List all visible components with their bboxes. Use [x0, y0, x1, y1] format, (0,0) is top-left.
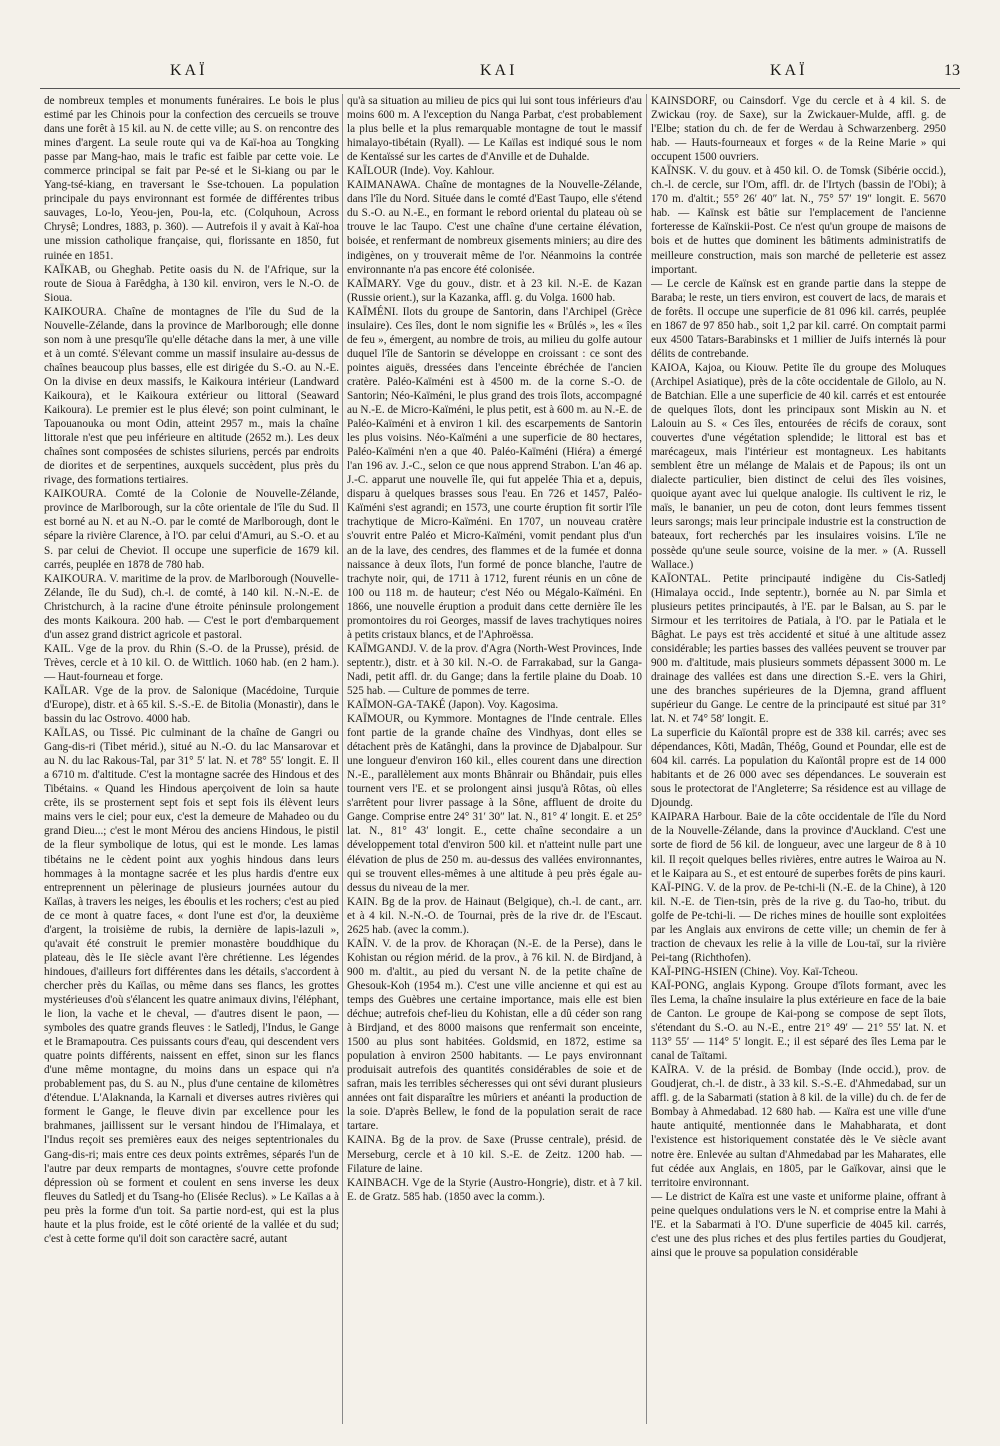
entry-paragraph: KAIMANAWA. Chaîne de montagnes de la Nouvelle-Zélande, dans l'île du Nord. Située dans le comté d'East Taupo, elle s'étend du S.-O. au N.-E., en formant le rebord oriental du plateau où se trouve le lac Taupo. C'est une chaîne d'une certaine élévation, boisée, et renfermant de nombreux gisements miniers; au dire des indigènes, on y trouverait même de l'or. Néanmoins la contrée environnante n'a pas encore été colonisée.: [347, 179, 642, 276]
column-2: [347, 94, 642, 1434]
column-3: [651, 94, 946, 1434]
entry-paragraph: KAÏLAS, ou Tissé. Pic culminant de la chaîne de Gangri ou Gang-dis-ri (Tibet mérid.), situé au N.-O. du lac Mansarovar et au N. du lac Rakous-Tal, par 31° 5′ lat. N. et 78° 55′ longit. E. Il a 6710 m. d'altitude. C'est la montagne sacrée des Hindous et des Tibétains. « Quand les Hindous aperçoivent de loin sa haute crête, ils se prosternent sept fois et sept fois ils élèvent leurs mains vers le ciel; pour eux, c'est la demeure de Mahadeo ou du grand Dieu...; c'est le mont Mérou des anciens Hindous, le pistil de la fleur symbolique de lotus, qui est le monde. Les lamas tibétains ne le cèdent point aux yoghis hindous dans leurs hommages à la montagne sacrée et les plus hardis d'entre eux entreprennent un pèlerinage de plusieurs journées autour du Kaïlas, à travers les neiges, les éboulis et les rochers; c'est au pied de ce mont à quatre faces, « dont l'une est d'or, la deuxième d'argent, la troisième de rubis, la dernière de lapis-lazuli », qu'avait été construit le premier monastère bouddhique du plateau, dès le IIe siècle avant l'ère chrétienne. Les légendes hindoues, d'ailleurs fort différentes dans les détails, s'accordent à chercher près du Kaïlas, ou même dans ses flancs, les grottes mystérieuses d'où s'élancent les quatre animaux divins, l'éléphant, le lion, la vache et le cheval, — d'autres disent le paon, — symboles des quatre grands fleuves : le Satledj, l'Indus, le Gange et le Bramapoutra. Ces puissants cours d'eau, qui descendent vers quatre points différents, naissent en effet, sinon sur les flancs d'une même montagne, du moins dans un espace qui n'a probablement pas, du S. au N., plus d'une centaine de kilomètres d'étendue. L'Alaknanda, la Karnali et diverses autres rivières qui forment le Gange, le fleuve divin par excellence pour les brahmanes, jaillissent sur le versant hindou de l'Himalaya, et l'Indus reçoit ses premières eaux des neiges septentrionales du Gang-dis-ri; mais entre ces deux points extrêmes, séparés l'un de l'autre par deux remparts de montagnes, s'ouvre cette profonde dépression où se forment et coulent en sens inverse les deux fleuves du Satledj et du Tsang-ho (Elisée Reclus). » Le Kaïlas a à peu près la forme d'un toit. Sa partie nord-est, qui est la plus haute et la plus froide, est le côté orienté de la vallée et du sud; c'est à cette forme qu'il doit son caractère sacré, autant: [44, 727, 339, 1245]
column-1: [44, 94, 339, 1434]
entry-paragraph: KAÏLOUR (Inde). Voy. Kahlour.: [347, 165, 495, 178]
entry-paragraph: KAÏ-PING. V. de la prov. de Pe-tchi-li (N.-E. de la Chine), à 120 kil. N.-E. de Tien-tsin, près de la rive g. du Tao-ho, tribut. du golfe de Pe-tchi-li. — De riches mines de houille sont exploitées par les Anglais aux environs de cette ville; un chemin de fer à traction de chevaux les relie à la ville de Lou-taï, sur la rivière Pei-tang (Richthofen).: [651, 881, 946, 964]
entry-paragraph: — Le district de Kaïra est une vaste et uniforme plaine, offrant à peine quelques ondulations vers le N. et comprise entre la Mahi à l'E. et la Sabarmati à l'O. D'une superficie de 4045 kil. carrés, c'est une des plus riches et des plus fertiles parties du Goudjerat, ainsi que le prouve sa population considérable: [651, 1190, 946, 1259]
entry-paragraph: KAIOA, Kajoa, ou Kiouw. Petite île du groupe des Moluques (Archipel Asiatique), près de la côte occidentale de Gilolo, au N. de Batchian. Elle a une superficie de 40 kil. carrés et est entourée de quelques îlots, dont les principaux sont Miskin au N. et Lalouin au S. « Ces îles, entourées de récifs de coraux, sont couvertes d'une végétation splendide; le littoral est bas et marécageux, mais l'intérieur est montagneux. Les habitants semblent être un mélange de Malais et de Papous; ils ont un dialecte particulier, bien distinct de celui des îles voisines, quoique ayant avec lui quelque analogie. Ils cultivent le riz, le maïs, le bananier, un peu de coton, dont leurs femmes tissent leurs sarongs; mais leur principale industrie est la construction de bateaux, fort recherchés par les insulaires voisins. L'île ne possède qu'une seule source, voisine de la mer. » (A. Russell Wallace.): [651, 361, 946, 571]
entry-paragraph: KAINBACH. Vge de la Styrie (Austro-Hongrie), distr. et à 7 kil. E. de Gratz. 585 hab. (1850 avec la comm.).: [347, 1176, 642, 1203]
entry-paragraph: KAÏMÉNI. Ilots du groupe de Santorin, dans l'Archipel (Grèce insulaire). Ces îles, dont le nom signifie les « Brûlés », les « îles de feu », émergent, au nombre de trois, au milieu du golfe autour duquel l'île de Santorin se développe en croissant : ce sont des pointes aiguës, dressées dans l'enceinte ébréchée de l'ancien cratère. Paléo-Kaïméni est à 4500 m. de la corne S.-O. de Santorin; Néo-Kaïméni, le plus grand des trois îlots, accompagné au N.-E. de Micro-Kaïméni, le plus petit, est à 600 m. au N.-E. de Paléo-Kaïméni et à environ 1 kil. des escarpements de Santorin les plus voisins. Néo-Kaïméni a une superficie de 80 hectares, Paléo-Kaïméni n'en a que 40. Paléo-Kaïméni (Hiéra) a émergé l'an 196 av. J.-C., selon ce que nous apprend Strabon. L'an 46 ap. J.-C. apparut une nouvelle île, qui fut appelée Thia et a, depuis, disparu à quelques brasses sous l'eau. En 726 et 1457, Paléo-Kaïméni s'est agrandi; en 1573, une courte éruption fit sortir l'île trachytique de Micro-Kaïméni. En 1707, un nouveau cratère s'ouvrit entre Paléo et Micro-Kaïméni, vomit pendant plus d'un an de la lave, des cendres, des flammes et de la fumée et donna naissance à deux îlots, l'un formé de ponce blanche, l'autre de trachyte noir, qui, de 1711 à 1712, furent réunis en un cône de 100 ou 118 m. de hauteur; c'est Néo ou Mégalo-Kaïméni. En 1866, une nouvelle éruption a produit dans cette dernière île les promontoires du roi Georges, massif de laves trachytiques noires à petits cristaux blancs, et de l'Aphroëssa.: [347, 305, 642, 641]
entry-paragraph: KAÏLAR. Vge de la prov. de Salonique (Macédoine, Turquie d'Europe), distr. et à 65 kil. S.-S.-E. de Bitolia (Monastir), dans le bassin du lac Ostrovo. 4000 hab.: [44, 684, 339, 726]
entry-paragraph: KAÏ-PONG, anglais Kypong. Groupe d'îlots formant, avec les îles Lema, la chaîne insulaire la plus extérieure en face de la baie de Canton. Le groupe de Kai-pong se compose de sept îlots, s'étendant du S.-O. au N.-E., entre 21° 49′ — 21° 55′ lat. N. et 113° 55′ — 114° 5′ longit. E.; il est séparé des îles Lema par le canal de Taïtami.: [651, 979, 946, 1063]
entry-paragraph: KAIPARA Harbour. Baie de la côte occidentale de l'île du Nord de la Nouvelle-Zélande, dans la province d'Auckland. C'est une sorte de fiord de 56 kil. de longueur, avec une largeur de 8 à 10 kil. Il reçoit quelques belles rivières, entre autres le Wairoa au N. et le Kaipara au S., et est entouré de superbes forêts de pins kauri.: [651, 811, 946, 880]
page-number: 13: [944, 62, 960, 79]
entry-paragraph: KAÏONTAL. Petite principauté indigène du Cis-Satledj (Himalaya occid., Inde septentr.), bornée au N. par Simla et plusieurs petites principautés, à l'E. par le Balsan, au S. par le Sirmour et les territoires de Patiala, à l'O. par le Patiala et le Bâghat. Le pays est très accidenté et situé à une altitude assez considérable; les parties basses des vallées peuvent se trouver par 900 m. d'altitude, mais plusieurs sommets dépassent 3000 m. Le drainage des vallées est dans une direction S.-E. vers la Ghiri, une des branches supérieures de la Djemna, grand affluent supérieur du Gange. Le centre de la principauté est situé par 31° lat. N. et 74° 58′ longit. E.: [651, 572, 946, 726]
entry-paragraph: KAINA. Bg de la prov. de Saxe (Prusse centrale), présid. de Merseburg, cercle et à 10 kil. S.-E. de Zeitz. 1200 hab. — Filature de laine.: [347, 1134, 642, 1175]
entry-paragraph: La superficie du Kaïontâl propre est de 338 kil. carrés; avec ses dépendances, Kôti, Madân, Théôg, Gound et Poundar, elle est de 604 kil. carrés. La population du Kaïontâl propre est de 14 000 habitants et de 26 000 avec ses dépendances. Le souverain est sous le protectorat de l'Angleterre; Sa résidence est au village de Djoundg.: [651, 727, 946, 810]
entry-paragraph: KAÏNSK. V. du gouv. et à 450 kil. O. de Tomsk (Sibérie occid.), ch.-l. de cercle, sur l'Om, affl. dr. de l'Irtych (bassin de l'Obi); à 170 m. d'altit.; 55° 26′ 40″ lat. N., 75° 57′ 19″ longit. E. 5670 hab. — Kaïnsk est bâtie sur l'emplacement de l'ancienne forteresse de Kaïnskii-Post. Ce n'est qu'un groupe de maisons de bois et de huttes que dominent les bâtiments administratifs de meilleure construction, mais son marché de pelleterie est assez important.: [651, 165, 946, 276]
entry-paragraph: KAIL. Vge de la prov. du Rhin (S.-O. de la Prusse), présid. de Trèves, cercle et à 10 kil. O. de Wittlich. 1060 hab. (en 2 ham.). — Haut-fourneau et forge.: [44, 642, 339, 683]
running-header: [40, 62, 960, 86]
entry-paragraph: KAIKOURA. Chaîne de montagnes de l'île du Sud de la Nouvelle-Zélande, dans la province de Marlborough; elle donne son nom à une presqu'île qu'elle détache dans la mer, à une ville et à un comté. S'élevant comme un massif insulaire au-dessus de chaînes beaucoup plus basses, elle est dirigée du S.-O. au N.-E. On la divise en deux massifs, le Kaikoura intérieur (Landward Kaikoura), et le Kaikoura extérieur ou littoral (Seaward Kaikoura). Le premier est le plus élevé; son point culminant, le Tapouanouka ou mont Odin, atteint 2957 m., mais la chaîne littorale n'est que peu inférieure en altitude (2652 m.). Les deux chaînes sont composées de schistes siluriens, percés par endroits de diorites et de serpentines, auxquels succèdent, plus près du rivage, des formations tertiaires.: [44, 305, 339, 487]
entry-paragraph: KAÏ-PING-HSIEN (Chine). Voy. Kaï-Tcheou.: [651, 965, 858, 978]
entry-paragraph: KAÏMON-GA-TAKÉ (Japon). Voy. Kagosima.: [347, 699, 559, 712]
entry-paragraph: KAIN. Bg de la prov. de Hainaut (Belgique), ch.-l. de cant., arr. et à 4 kil. N.-N.-O. de Tournai, près de la rive dr. de l'Escaut. 2625 hab. (avec la comm.).: [347, 895, 642, 936]
entry-paragraph: — Le cercle de Kaïnsk est en grande partie dans la steppe de Baraba; le reste, un tiers environ, est couvert de lacs, de marais et de forêts. Il occupe une superficie de 81 096 kil. carrés, peuplée en 1867 de 97 850 hab., soit 1,2 par kil. carré. On comptait parmi eux 4500 Tatars-Barabinsks et 1 millier de Juifs internés là pour délits de contrebande.: [651, 277, 946, 360]
column-divider: [646, 94, 647, 1424]
entry-paragraph: KAÏKAB, ou Gheghab. Petite oasis du N. de l'Afrique, sur la route de Sioua à Farêdgha, à 130 kil. environ, vers le N.-O. de Sioua.: [44, 263, 339, 304]
entry-paragraph: de nombreux temples et monuments funéraires. Le bois le plus estimé par les Chinois pour la confection des cercueils se trouve dans une forêt à 15 kil. au N. de cette ville; au S. on rencontre des mines d'argent. La seule route qui va de Kaï-hoa au Tongking passe par Mang-hao, mais le trafic est faible par cette voie. Le commerce principal se fait par Pe-sé et le Si-kiang ou par le Yang-tsé-kiang, en traversant le Sse-tchouen. La population principale du pays environnant est formée de différentes tribus sauvages, Lo-lo, Yeou-jen, Pou-la, etc. (Colquhoun, Across Chrysê; Londres, 1883, p. 360). — Autrefois il y avait à Kaï-hoa une mission catholique française, qui, florissante en 1850, fut ruinée en 1851.: [44, 95, 339, 262]
entry-paragraph: KAÏMARY. Vge du gouv., distr. et à 23 kil. N.-E. de Kazan (Russie orient.), sur la Kazanka, affl. g. du Volga. 1600 hab.: [347, 277, 642, 304]
entry-paragraph: KAIKOURA. V. maritime de la prov. de Marlborough (Nouvelle-Zélande, île du Sud), ch.-l. de comté, à 140 kil. N.-N.-E. de Christchurch, à la racine d'une étroite péninsule prolongement des monts Kaikoura. 200 hab. — C'est le port d'embarquement d'un assez grand district agricole et pastoral.: [44, 572, 339, 641]
header-right-term: KAÏ: [770, 62, 808, 79]
entry-paragraph: qu'à sa situation au milieu de pics qui lui sont tous inférieurs d'au moins 600 m. A l'exception du Nanga Parbat, c'est probablement la plus belle et la plus remarquable montagne de tout le massif himalayo-tibétain (Ryall). — Le Kaïlas est indiqué sous le nom de Kentaïssé sur les cartes de d'Anville et de Duhalde.: [347, 95, 642, 164]
header-center-term: KAI: [480, 62, 518, 79]
entry-paragraph: KAÏMGANDJ. V. de la prov. d'Agra (North-West Provinces, Inde septentr.), distr. et à 30 kil. N.-O. de Farrakabad, sur la Ganga-Nadi, petit affl. dr. du Gange; dans la fertile plaine du Doab. 10 525 hab. — Culture de pommes de terre.: [347, 642, 642, 697]
entry-paragraph: KAINSDORF, ou Cainsdorf. Vge du cercle et à 4 kil. S. de Zwickau (roy. de Saxe), sur la Zwickauer-Mulde, affl. g. de l'Elbe; station du ch. de fer de Werdau à Schwarzenberg. 2950 hab. — Hauts-fourneaux et forges « de la Reine Marie » qui occupent 1500 ouvriers.: [651, 95, 946, 164]
entry-paragraph: KAÏN. V. de la prov. de Khoraçan (N.-E. de la Perse), dans le Kohistan ou région mérid. de la prov., à 76 kil. N. de Birdjand, à 900 m. d'altit., au pied du versant N. de la petite chaîne de Ghesouk-Koh (1954 m.). C'est une ville ancienne et qui est au temps des Guèbres une certaine importance, mais elle est bien déchue; autrefois chef-lieu du Kohistan, elle a dû céder son rang à Birdjand, et des 8000 maisons que renfermait son enceinte, 1500 au plus sont habitées. Goldsmid, en 1872, estime sa population à environ 2500 habitants. — Le pays environnant produisait autrefois des quantités considérables de soie et de safran, mais les terribles sécheresses qui ont sévi durant plusieurs années ont fait disparaître les mûriers et anéanti la production de la soie. D'après Bellew, le fond de la population serait de race tartare.: [347, 937, 642, 1133]
column-divider: [342, 94, 343, 1424]
header-left-term: KAÏ: [170, 62, 208, 79]
entry-paragraph: KAIKOURA. Comté de la Colonie de Nouvelle-Zélande, province de Marlborough, sur la côte orientale de l'île du Sud. Il est borné au N. et au N.-O. par le comté de Marlborough, dont le sépare la rivière Clarence, à l'O. par celui d'Amuri, au S.-O. et au S. par celui de Cheviot. Il occupe une superficie de 1679 kil. carrés, peuplée en 1878 de 780 hab.: [44, 488, 339, 571]
header-rule: [40, 88, 960, 89]
entry-paragraph: KAÏMOUR, ou Kymmore. Montagnes de l'Inde centrale. Elles font partie de la grande chaîne des Vindhyas, dont elles se détachent près de Katânghi, dans la province de Djabalpour. Sur une longueur d'environ 160 kil., elles courent dans une direction N.-E., parallèlement aux monts Bhânrair ou Bhândair, puis elles tournent vers l'E. et se prolongent ainsi jusqu'à Rôtas, où elles s'arrêtent pour livrer passage à la Sône, affluent de droite du Gange. Comprise entre 24° 31′ 30″ lat. N., 81° 4′ longit. E. et 25° lat. N., 81° 43′ longit. E., cette chaîne secondaire a un développement total d'environ 500 kil. et n'atteint nulle part une élévation de plus de 250 m. au-dessus des vallées environnantes, qui se trouvent elles-mêmes à une altitude à peu près égale au-dessus du niveau de la mer.: [347, 713, 642, 894]
entry-paragraph: KAÏRA. V. de la présid. de Bombay (Inde occid.), prov. de Goudjerat, ch.-l. de distr., à 33 kil. S.-S.-E. d'Ahmedabad, sur un affl. g. de la Sabarmati (station à 8 kil. de la ville) du ch. de fer de Bombay à Ahmedabad. 12 680 hab. — Kaïra est une ville d'une haute antiquité, mentionnée dans le Mahabharata, et dont l'existence est historiquement constatée dès le Ve siècle avant notre ère. Enlevée au sultan d'Ahmedabad par les Maharates, elle fut cédée aux Anglais, en 1805, par le Gaïkovar, ainsi que le territoire environnant.: [651, 1064, 946, 1189]
